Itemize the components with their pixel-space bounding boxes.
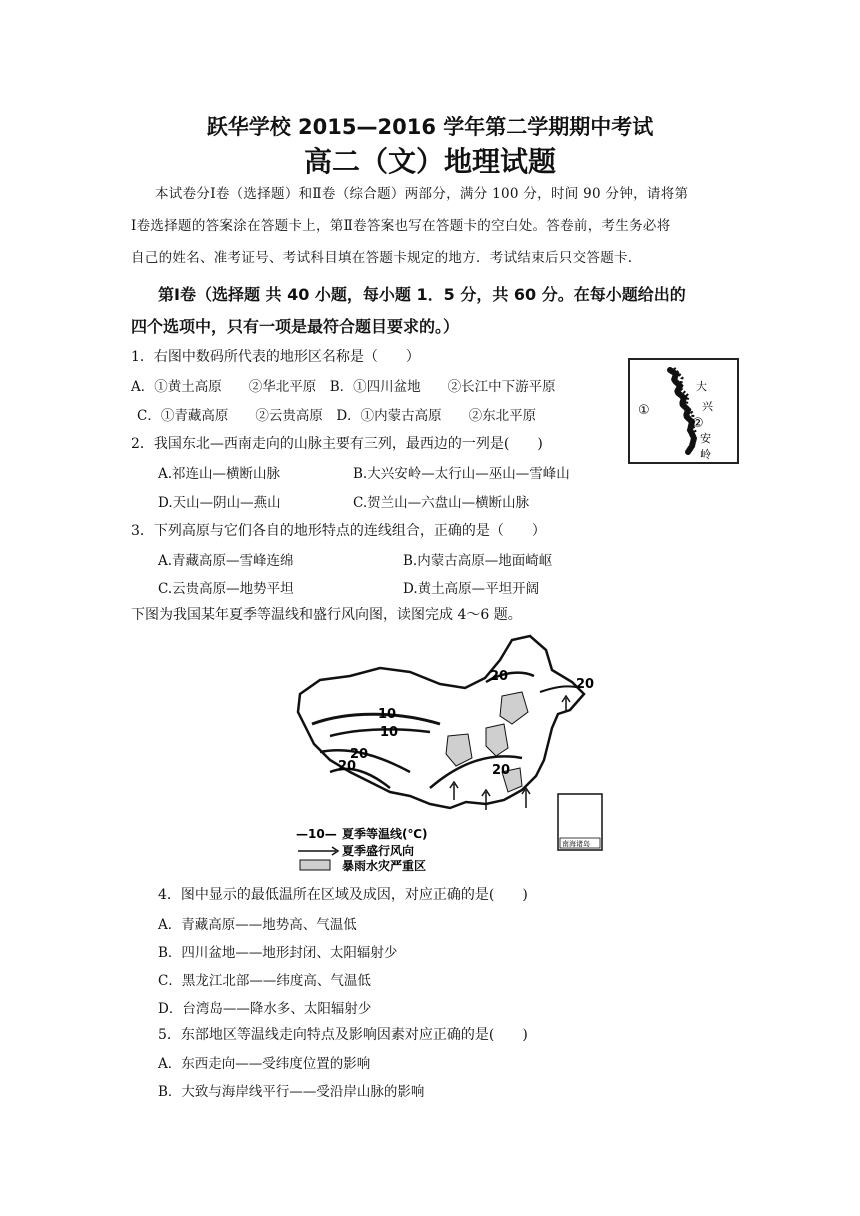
mountain-range-figure [630, 360, 737, 462]
range-char-4: 岭 [700, 448, 711, 461]
question-5-option-a: A．东西走向——受纬度位置的影响 [158, 1056, 371, 1072]
intro-line-3: 自己的姓名、准考证号、考试科目填在答题卡规定的地方．考试结束后只交答题卡. [131, 250, 633, 266]
legend-flood-swatch [300, 860, 330, 870]
exam-title: 跃华学校 2015—2016 学年第二学期期中考试 [206, 115, 654, 139]
question-3-option-b: B.内蒙古高原—地面崎岖 [403, 553, 553, 569]
question-2-option-a: A.祁连山—横断山脉 [158, 466, 281, 482]
question-1-options-cd: C．①青藏高原 ②云贵高原 D．①内蒙古高原 ②东北平原 [137, 408, 537, 424]
section-header-line-2: 四个选项中，只有一项是最符合题目要求的。） [131, 317, 460, 336]
legend-flood: 暴雨水灾严重区 [342, 859, 427, 872]
china-map-figure [290, 632, 610, 872]
question-3-stem: 3．下列高原与它们各自的地形特点的连线组合，正确的是（ ） [131, 523, 546, 539]
label-1: ① [638, 403, 650, 418]
figure-intro: 下图为我国某年夏季等温线和盛行风向图，读图完成 4～6 题。 [131, 607, 522, 623]
question-2-option-c: C.贺兰山—六盘山—横断山脉 [353, 495, 530, 511]
legend-wind: 夏季盛行风向 [342, 844, 415, 858]
section-header-line-1: 第Ⅰ卷（选择题 共 40 小题，每小题 1．5 分，共 60 分。在每小题给出的 [158, 285, 686, 304]
country-outline [298, 636, 584, 808]
range-char-2: 兴 [702, 400, 713, 413]
isotherm-label-7: 20 [492, 763, 511, 778]
intro-line-2: Ⅰ卷选择题的答案涂在答题卡上，第Ⅱ卷答案也写在答题卡的空白处。答卷前，考生务必将 [131, 218, 671, 234]
question-1-stem: 1．右图中数码所代表的地形区名称是（ ） [131, 349, 420, 365]
question-2-option-d: D.天山—阴山—燕山 [158, 495, 281, 511]
question-4-option-d: D．台湾岛——降水多、太阳辐射少 [158, 1001, 372, 1017]
question-4-option-c: C．黑龙江北部——纬度高、气温低 [158, 973, 371, 989]
isotherm-label-1: 20 [490, 669, 509, 684]
isotherm-label-4: 10 [380, 725, 399, 740]
question-2-stem: 2．我国东北—西南走向的山脉主要有三列，最西边的一列是( ) [131, 436, 543, 452]
question-1-map [628, 358, 739, 464]
isotherm-label-3: 10 [378, 707, 397, 722]
question-1-options-ab: A．①黄土高原 ②华北平原 B．①四川盆地 ②长江中下游平原 [131, 379, 556, 395]
question-5-option-b: B．大致与海岸线平行——受沿岸山脉的影响 [158, 1084, 425, 1100]
isotherm-label-6: 20 [338, 759, 357, 774]
label-2: ② [692, 416, 704, 431]
question-3-option-c: C.云贵高原—地势平坦 [158, 581, 294, 597]
isotherm-label-2: 20 [576, 677, 595, 692]
range-char-3: 安 [700, 432, 711, 445]
question-3-option-a: A.青藏高原—雪峰连绵 [158, 553, 294, 569]
exam-subtitle: 高二（文）地理试题 [303, 145, 556, 178]
range-char-1: 大 [696, 380, 707, 393]
inset-label: 南海诸岛 [562, 840, 590, 848]
intro-line-1: 本试卷分Ⅰ卷（选择题）和Ⅱ卷（综合题）两部分，满分 100 分，时间 90 分钟，请将第 [155, 186, 689, 202]
china-isotherm-map [290, 632, 610, 872]
legend-isotherm-sample: —10— [296, 827, 337, 841]
question-4-option-b: B．四川盆地——地形封闭、太阳辐射少 [158, 945, 398, 961]
question-4-stem: 4．图中显示的最低温所在区域及成因，对应正确的是( ) [158, 887, 528, 903]
question-2-option-b: B.大兴安岭—太行山—巫山—雪峰山 [353, 466, 570, 482]
question-3-option-d: D.黄土高原—平坦开阔 [403, 581, 540, 597]
question-4-option-a: A．青藏高原——地势高、气温低 [158, 917, 357, 933]
isotherm-label-5: 20 [350, 747, 369, 762]
question-5-stem: 5．东部地区等温线走向特点及影响因素对应正确的是( ) [158, 1027, 528, 1043]
legend-isotherm: 夏季等温线(℃) [342, 827, 428, 841]
